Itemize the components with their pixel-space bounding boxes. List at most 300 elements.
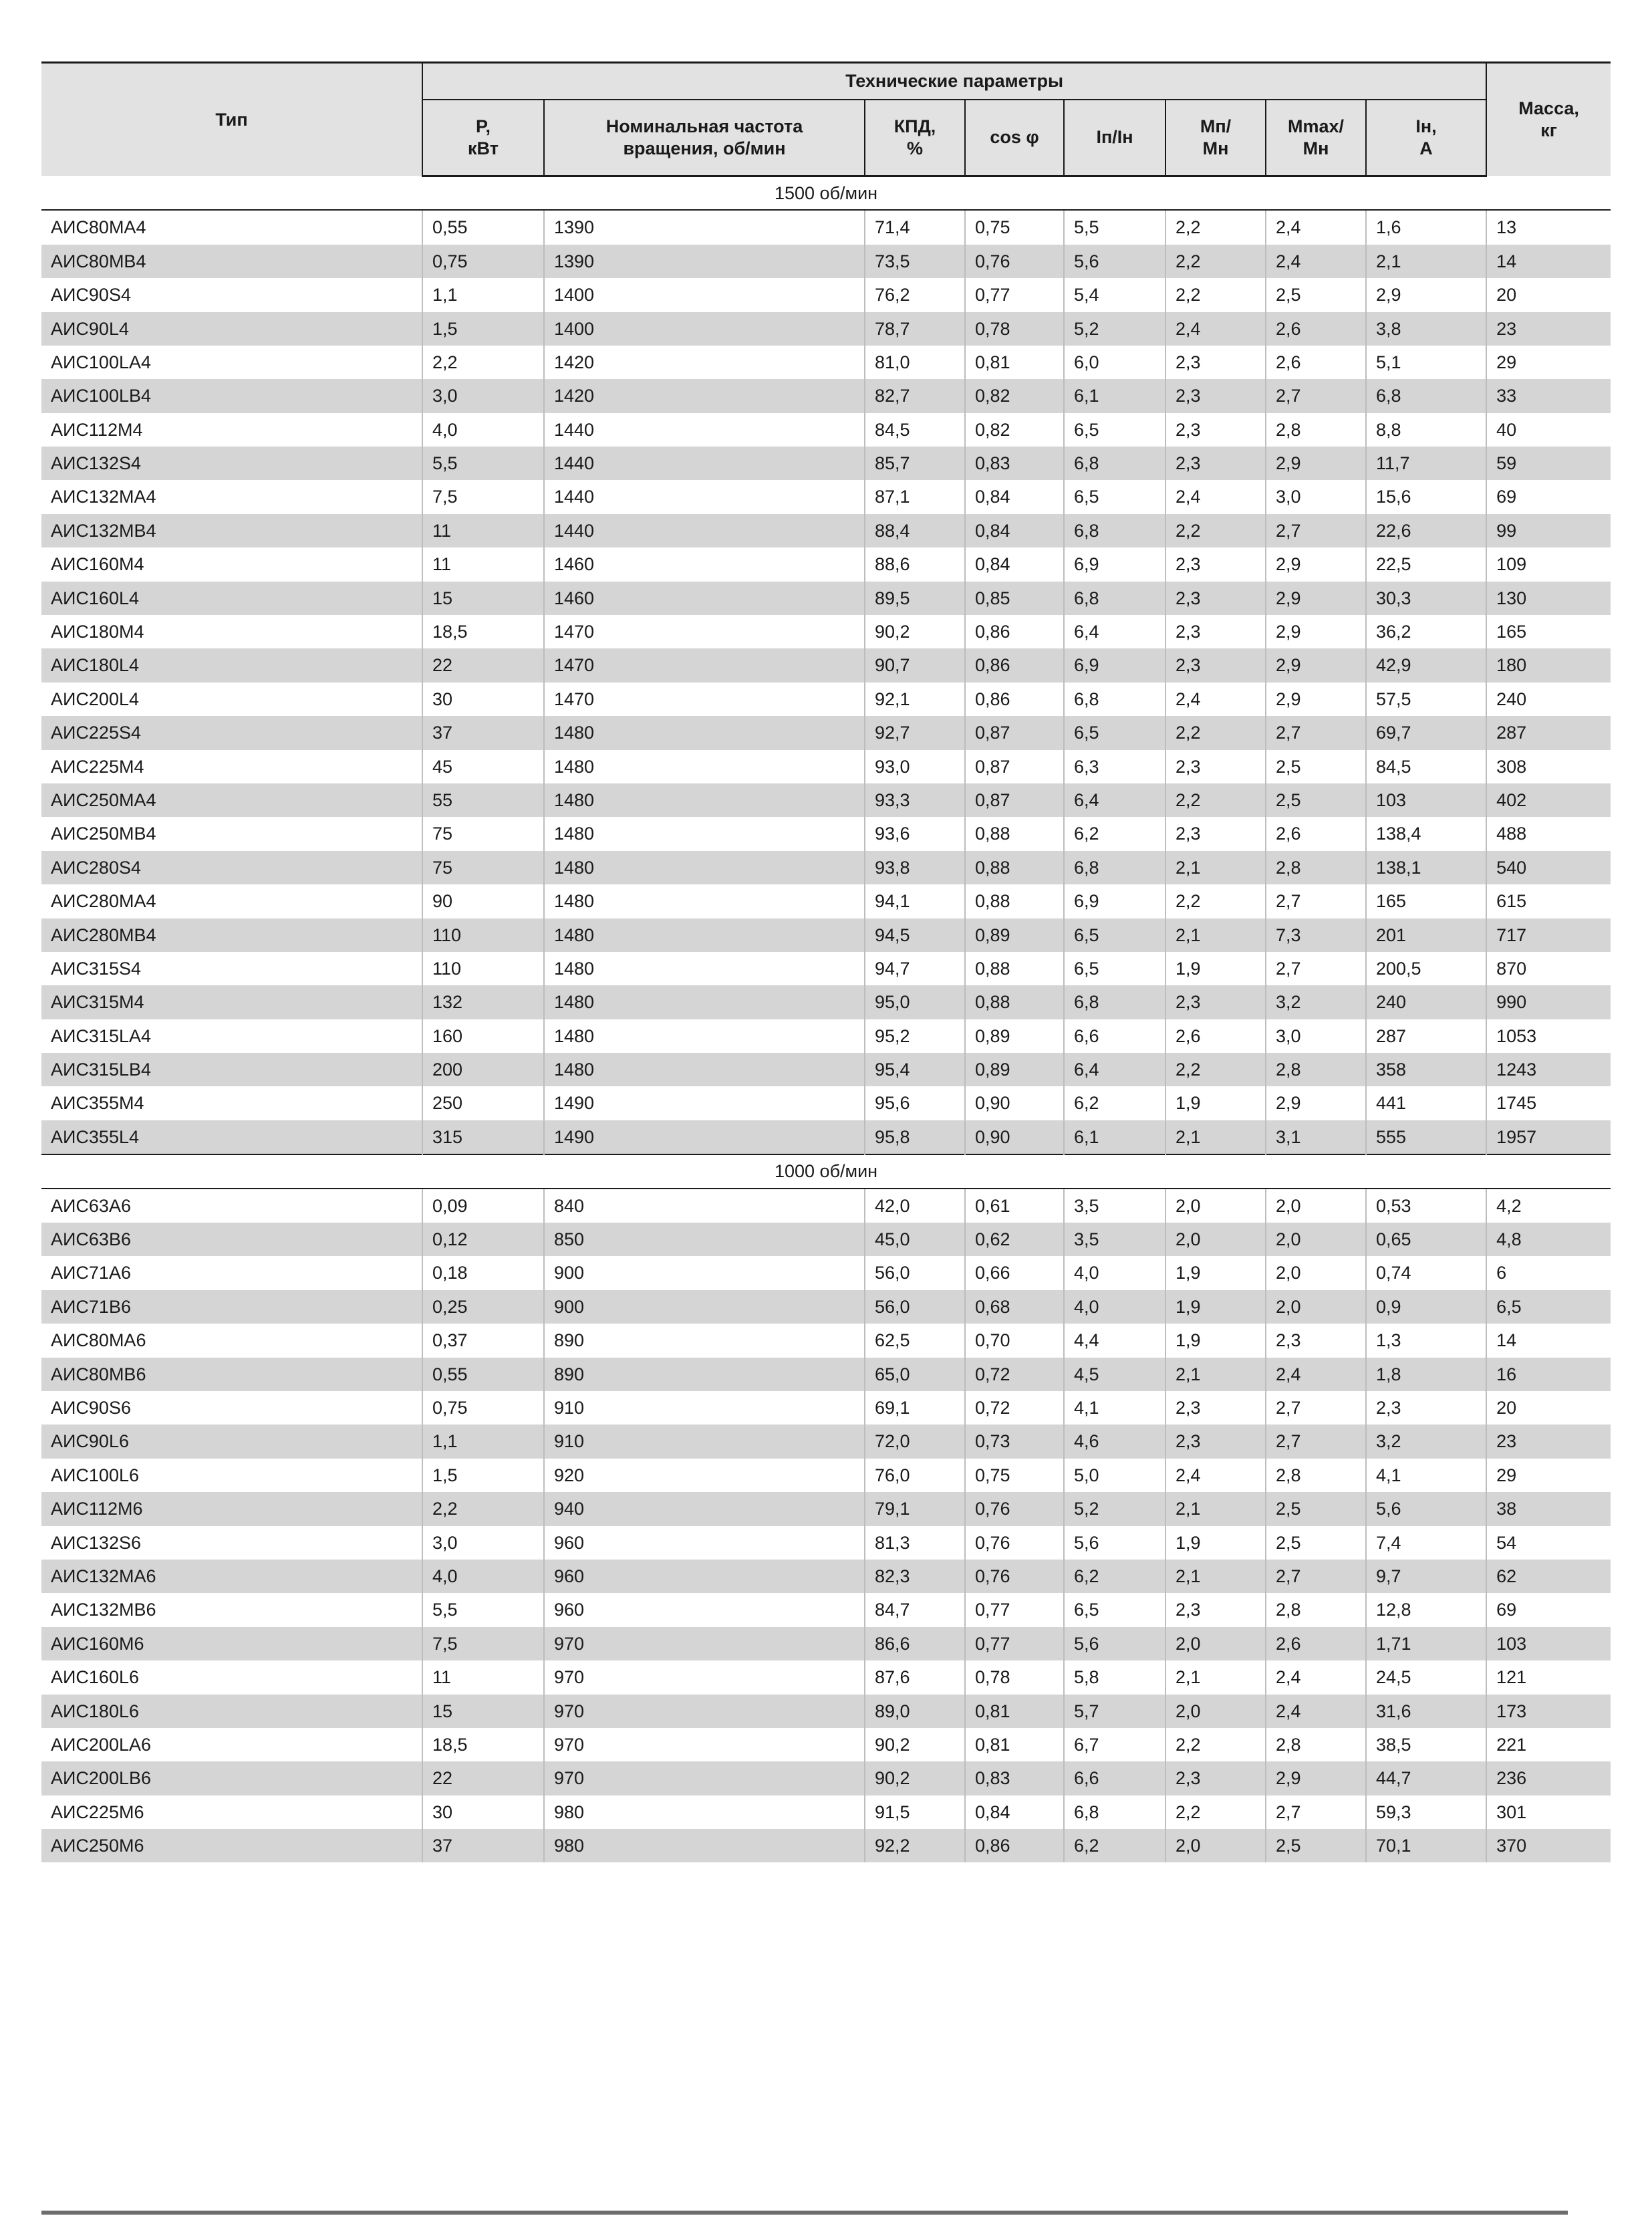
cell-value: 6,6 bbox=[1064, 1761, 1165, 1795]
cell-value: 18,5 bbox=[422, 615, 544, 648]
cell-value: 1,3 bbox=[1366, 1324, 1486, 1357]
cell-value: 2,7 bbox=[1266, 1391, 1366, 1424]
cell-motor-type: АИС280МА4 bbox=[41, 884, 422, 918]
cell-value: 1440 bbox=[544, 413, 865, 447]
cell-value: 0,78 bbox=[965, 1660, 1064, 1694]
cell-value: 2,0 bbox=[1266, 1189, 1366, 1223]
cell-value: 1480 bbox=[544, 884, 865, 918]
cell-value: 236 bbox=[1486, 1761, 1611, 1795]
cell-value: 2,8 bbox=[1266, 1053, 1366, 1086]
cell-value: 6,8 bbox=[1064, 1795, 1165, 1829]
cell-value: 6,9 bbox=[1064, 884, 1165, 918]
cell-value: 22 bbox=[422, 1761, 544, 1795]
cell-value: 0,89 bbox=[965, 1053, 1064, 1086]
cell-value: 4,1 bbox=[1064, 1391, 1165, 1424]
cell-value: 0,76 bbox=[965, 1492, 1064, 1525]
cell-value: 1745 bbox=[1486, 1086, 1611, 1120]
cell-motor-type: АИС90S6 bbox=[41, 1391, 422, 1424]
cell-value: 1400 bbox=[544, 278, 865, 312]
cell-value: 82,3 bbox=[865, 1560, 965, 1593]
cell-value: 2,0 bbox=[1165, 1627, 1266, 1660]
cell-value: 89,5 bbox=[865, 582, 965, 615]
column-header-mass bbox=[1486, 63, 1611, 176]
power-label-line1: P, bbox=[475, 116, 491, 136]
cell-value: 2,2 bbox=[1165, 1053, 1266, 1086]
cell-value: 6,8 bbox=[1064, 683, 1165, 716]
cell-value: 84,5 bbox=[1366, 750, 1486, 783]
table-row bbox=[41, 413, 1611, 447]
table-row bbox=[41, 1053, 1611, 1086]
cell-value: 1,1 bbox=[422, 1424, 544, 1458]
cell-value: 2,4 bbox=[1266, 1358, 1366, 1391]
cell-value: 95,8 bbox=[865, 1120, 965, 1154]
cell-value: 3,0 bbox=[1266, 1019, 1366, 1053]
cell-value: 2,2 bbox=[1165, 783, 1266, 817]
cell-value: 1440 bbox=[544, 480, 865, 513]
cell-value: 0,86 bbox=[965, 615, 1064, 648]
cell-value: 69 bbox=[1486, 480, 1611, 513]
cell-value: 4,1 bbox=[1366, 1459, 1486, 1492]
cell-value: 250 bbox=[422, 1086, 544, 1120]
cell-value: 0,9 bbox=[1366, 1290, 1486, 1324]
cell-value: 6,5 bbox=[1064, 716, 1165, 749]
cell-value: 402 bbox=[1486, 783, 1611, 817]
cell-value: 0,55 bbox=[422, 210, 544, 244]
cell-value: 3,2 bbox=[1366, 1424, 1486, 1458]
cell-value: 0,78 bbox=[965, 312, 1064, 346]
cell-value: 2,9 bbox=[1266, 683, 1366, 716]
cell-value: 11 bbox=[422, 547, 544, 581]
cell-value: 56,0 bbox=[865, 1256, 965, 1289]
table-row bbox=[41, 1290, 1611, 1324]
cell-value: 1480 bbox=[544, 1053, 865, 1086]
table-row bbox=[41, 1728, 1611, 1761]
cell-value: 2,4 bbox=[1266, 245, 1366, 278]
cell-value: 75 bbox=[422, 851, 544, 884]
cell-value: 0,88 bbox=[965, 851, 1064, 884]
cell-value: 3,2 bbox=[1266, 985, 1366, 1019]
cell-value: 36,2 bbox=[1366, 615, 1486, 648]
cell-value: 9,7 bbox=[1366, 1560, 1486, 1593]
cell-value: 0,77 bbox=[965, 1627, 1064, 1660]
cell-value: 0,72 bbox=[965, 1391, 1064, 1424]
table-row bbox=[41, 851, 1611, 884]
cell-value: 2,0 bbox=[1165, 1695, 1266, 1728]
table-row bbox=[41, 884, 1611, 918]
cell-motor-type: АИС132МА4 bbox=[41, 480, 422, 513]
cell-value: 79,1 bbox=[865, 1492, 965, 1525]
cell-value: 4,5 bbox=[1064, 1358, 1165, 1391]
table-row bbox=[41, 1593, 1611, 1626]
eff-label-line1: КПД, bbox=[893, 116, 936, 136]
table-row bbox=[41, 817, 1611, 850]
cell-motor-type: АИС132S6 bbox=[41, 1526, 422, 1560]
cell-value: 2,6 bbox=[1266, 346, 1366, 379]
cell-value: 1480 bbox=[544, 952, 865, 985]
cell-motor-type: АИС100LB4 bbox=[41, 379, 422, 412]
table-row bbox=[41, 750, 1611, 783]
mmax-label-line2: Mн bbox=[1302, 138, 1329, 158]
cell-value: 3,0 bbox=[422, 1526, 544, 1560]
cell-motor-type: АИС315S4 bbox=[41, 952, 422, 985]
cell-value: 6,1 bbox=[1064, 1120, 1165, 1154]
cell-value: 960 bbox=[544, 1560, 865, 1593]
cell-value: 0,09 bbox=[422, 1189, 544, 1223]
cell-value: 0,37 bbox=[422, 1324, 544, 1357]
cell-value: 110 bbox=[422, 918, 544, 952]
cell-value: 87,1 bbox=[865, 480, 965, 513]
cell-value: 2,0 bbox=[1266, 1223, 1366, 1256]
cell-motor-type: АИС132S4 bbox=[41, 447, 422, 480]
cell-value: 5,8 bbox=[1064, 1660, 1165, 1694]
cell-value: 2,2 bbox=[1165, 245, 1266, 278]
section-header-row bbox=[41, 1154, 1611, 1188]
cell-value: 92,2 bbox=[865, 1829, 965, 1862]
cell-value: 1053 bbox=[1486, 1019, 1611, 1053]
cell-value: 970 bbox=[544, 1761, 865, 1795]
cell-value: 0,76 bbox=[965, 1526, 1064, 1560]
cell-value: 2,3 bbox=[1165, 648, 1266, 682]
table-row bbox=[41, 1660, 1611, 1694]
cell-value: 2,4 bbox=[1165, 312, 1266, 346]
cell-value: 62 bbox=[1486, 1560, 1611, 1593]
cell-value: 200,5 bbox=[1366, 952, 1486, 985]
cell-motor-type: АИС225М6 bbox=[41, 1795, 422, 1829]
cell-value: 6,2 bbox=[1064, 817, 1165, 850]
cell-value: 20 bbox=[1486, 278, 1611, 312]
cell-value: 4,0 bbox=[422, 1560, 544, 1593]
cell-motor-type: АИС225М4 bbox=[41, 750, 422, 783]
cell-value: 2,9 bbox=[1266, 582, 1366, 615]
column-header-max-torque-ratio bbox=[1266, 100, 1366, 176]
cell-value: 90,2 bbox=[865, 615, 965, 648]
cell-value: 44,7 bbox=[1366, 1761, 1486, 1795]
cell-value: 0,86 bbox=[965, 683, 1064, 716]
cell-value: 2,9 bbox=[1266, 1761, 1366, 1795]
cell-value: 0,75 bbox=[422, 245, 544, 278]
cell-value: 990 bbox=[1486, 985, 1611, 1019]
cell-value: 2,9 bbox=[1266, 648, 1366, 682]
cell-value: 4,4 bbox=[1064, 1324, 1165, 1357]
cell-value: 173 bbox=[1486, 1695, 1611, 1728]
cell-value: 370 bbox=[1486, 1829, 1611, 1862]
cell-value: 1480 bbox=[544, 783, 865, 817]
cell-value: 6,8 bbox=[1064, 514, 1165, 547]
rpm-label-line2: вращения, об/мин bbox=[623, 138, 786, 158]
cell-value: 22 bbox=[422, 648, 544, 682]
cell-value: 93,6 bbox=[865, 817, 965, 850]
cell-value: 5,2 bbox=[1064, 1492, 1165, 1525]
cell-value: 5,0 bbox=[1064, 1459, 1165, 1492]
cell-value: 6,6 bbox=[1064, 1019, 1165, 1053]
cell-value: 4,6 bbox=[1064, 1424, 1165, 1458]
cell-value: 95,2 bbox=[865, 1019, 965, 1053]
cell-value: 180 bbox=[1486, 648, 1611, 682]
cell-motor-type: АИС63В6 bbox=[41, 1223, 422, 1256]
cell-value: 6,4 bbox=[1064, 615, 1165, 648]
cell-value: 2,2 bbox=[1165, 278, 1266, 312]
cell-value: 4,2 bbox=[1486, 1189, 1611, 1223]
cell-value: 1440 bbox=[544, 447, 865, 480]
cell-value: 94,5 bbox=[865, 918, 965, 952]
cell-value: 15 bbox=[422, 1695, 544, 1728]
cell-value: 1400 bbox=[544, 312, 865, 346]
cell-motor-type: АИС90L4 bbox=[41, 312, 422, 346]
cell-value: 1,71 bbox=[1366, 1627, 1486, 1660]
cell-value: 0,87 bbox=[965, 750, 1064, 783]
cell-value: 840 bbox=[544, 1189, 865, 1223]
cell-value: 1440 bbox=[544, 514, 865, 547]
cell-value: 0,84 bbox=[965, 547, 1064, 581]
cell-value: 90,2 bbox=[865, 1761, 965, 1795]
cell-value: 85,7 bbox=[865, 447, 965, 480]
cell-value: 45,0 bbox=[865, 1223, 965, 1256]
cell-value: 15,6 bbox=[1366, 480, 1486, 513]
table-row bbox=[41, 1358, 1611, 1391]
cell-value: 91,5 bbox=[865, 1795, 965, 1829]
cell-value: 0,90 bbox=[965, 1086, 1064, 1120]
column-header-type: Тип bbox=[41, 63, 422, 176]
in-label-line1: Iн, bbox=[1415, 116, 1437, 136]
cell-motor-type: АИС180М4 bbox=[41, 615, 422, 648]
cell-value: 3,5 bbox=[1064, 1189, 1165, 1223]
cell-value: 2,4 bbox=[1165, 480, 1266, 513]
cell-value: 0,86 bbox=[965, 1829, 1064, 1862]
section-title: 1000 об/мин bbox=[41, 1154, 1611, 1188]
cell-value: 138,1 bbox=[1366, 851, 1486, 884]
cell-motor-type: АИС355М4 bbox=[41, 1086, 422, 1120]
cell-value: 2,2 bbox=[1165, 1795, 1266, 1829]
cell-value: 76,0 bbox=[865, 1459, 965, 1492]
cell-value: 5,7 bbox=[1064, 1695, 1165, 1728]
cell-value: 0,18 bbox=[422, 1256, 544, 1289]
cell-value: 12,8 bbox=[1366, 1593, 1486, 1626]
cell-value: 6,8 bbox=[1064, 985, 1165, 1019]
table-row bbox=[41, 648, 1611, 682]
cell-value: 62,5 bbox=[865, 1324, 965, 1357]
cell-motor-type: АИС315М4 bbox=[41, 985, 422, 1019]
section-header-row bbox=[41, 176, 1611, 210]
cell-value: 2,0 bbox=[1266, 1256, 1366, 1289]
cell-value: 221 bbox=[1486, 1728, 1611, 1761]
cell-value: 160 bbox=[422, 1019, 544, 1053]
table-row bbox=[41, 1795, 1611, 1829]
cell-value: 90 bbox=[422, 884, 544, 918]
cell-value: 40 bbox=[1486, 413, 1611, 447]
cell-value: 441 bbox=[1366, 1086, 1486, 1120]
cell-value: 4,0 bbox=[422, 413, 544, 447]
cell-value: 2,8 bbox=[1266, 1459, 1366, 1492]
cell-value: 2,0 bbox=[1165, 1829, 1266, 1862]
cell-value: 2,3 bbox=[1165, 1424, 1266, 1458]
cell-value: 870 bbox=[1486, 952, 1611, 985]
cell-value: 5,2 bbox=[1064, 312, 1165, 346]
cell-value: 0,75 bbox=[965, 210, 1064, 244]
column-header-cos-phi: cos φ bbox=[965, 100, 1064, 176]
cell-value: 5,6 bbox=[1064, 245, 1165, 278]
cell-value: 0,61 bbox=[965, 1189, 1064, 1223]
cell-value: 0,75 bbox=[422, 1391, 544, 1424]
power-label-line2: кВт bbox=[468, 138, 499, 158]
column-header-power bbox=[422, 100, 544, 176]
cell-value: 1480 bbox=[544, 817, 865, 850]
table-row bbox=[41, 1223, 1611, 1256]
cell-value: 84,5 bbox=[865, 413, 965, 447]
cell-motor-type: АИС80МА6 bbox=[41, 1324, 422, 1357]
cell-value: 2,3 bbox=[1165, 346, 1266, 379]
table-row bbox=[41, 1256, 1611, 1289]
mmax-label-line1: Mmax/ bbox=[1287, 116, 1345, 136]
cell-value: 29 bbox=[1486, 346, 1611, 379]
table-row bbox=[41, 582, 1611, 615]
table-row bbox=[41, 683, 1611, 716]
cell-value: 3,1 bbox=[1266, 1120, 1366, 1154]
cell-value: 6 bbox=[1486, 1256, 1611, 1289]
cell-value: 6,2 bbox=[1064, 1560, 1165, 1593]
cell-value: 900 bbox=[544, 1256, 865, 1289]
cell-value: 33 bbox=[1486, 379, 1611, 412]
cell-value: 95,0 bbox=[865, 985, 965, 1019]
table-row bbox=[41, 480, 1611, 513]
cell-value: 2,2 bbox=[1165, 1728, 1266, 1761]
cell-value: 75 bbox=[422, 817, 544, 850]
cell-value: 57,5 bbox=[1366, 683, 1486, 716]
cell-motor-type: АИС315LB4 bbox=[41, 1053, 422, 1086]
cell-motor-type: АИС100L6 bbox=[41, 1459, 422, 1492]
cell-value: 2,4 bbox=[1266, 210, 1366, 244]
cell-value: 65,0 bbox=[865, 1358, 965, 1391]
cell-value: 5,4 bbox=[1064, 278, 1165, 312]
cell-motor-type: АИС71А6 bbox=[41, 1256, 422, 1289]
cell-value: 23 bbox=[1486, 1424, 1611, 1458]
table-row bbox=[41, 447, 1611, 480]
cell-value: 488 bbox=[1486, 817, 1611, 850]
cell-value: 38,5 bbox=[1366, 1728, 1486, 1761]
cell-value: 6,5 bbox=[1486, 1290, 1611, 1324]
cell-value: 2,7 bbox=[1266, 1560, 1366, 1593]
cell-value: 54 bbox=[1486, 1526, 1611, 1560]
cell-value: 2,8 bbox=[1266, 413, 1366, 447]
cell-value: 5,6 bbox=[1064, 1627, 1165, 1660]
cell-value: 2,3 bbox=[1165, 379, 1266, 412]
cell-value: 1390 bbox=[544, 210, 865, 244]
cell-motor-type: АИС112М4 bbox=[41, 413, 422, 447]
table-row bbox=[41, 210, 1611, 244]
cell-value: 1480 bbox=[544, 750, 865, 783]
cell-value: 2,5 bbox=[1266, 1526, 1366, 1560]
cell-value: 1470 bbox=[544, 615, 865, 648]
cell-value: 2,7 bbox=[1266, 884, 1366, 918]
table-row bbox=[41, 783, 1611, 817]
cell-value: 0,90 bbox=[965, 1120, 1064, 1154]
cell-value: 960 bbox=[544, 1593, 865, 1626]
cell-motor-type: АИС160М4 bbox=[41, 547, 422, 581]
cell-value: 1490 bbox=[544, 1120, 865, 1154]
cell-value: 2,3 bbox=[1165, 985, 1266, 1019]
cell-value: 200 bbox=[422, 1053, 544, 1086]
cell-value: 2,7 bbox=[1266, 716, 1366, 749]
cell-value: 1420 bbox=[544, 379, 865, 412]
cell-value: 2,6 bbox=[1266, 312, 1366, 346]
table-body bbox=[41, 176, 1611, 1862]
cell-value: 2,4 bbox=[1165, 1459, 1266, 1492]
cell-value: 0,81 bbox=[965, 346, 1064, 379]
cell-value: 850 bbox=[544, 1223, 865, 1256]
cell-value: 1957 bbox=[1486, 1120, 1611, 1154]
cell-value: 8,8 bbox=[1366, 413, 1486, 447]
cell-value: 0,75 bbox=[965, 1459, 1064, 1492]
cell-value: 2,2 bbox=[1165, 716, 1266, 749]
table-row bbox=[41, 514, 1611, 547]
cell-value: 6,9 bbox=[1064, 648, 1165, 682]
cell-value: 4,0 bbox=[1064, 1290, 1165, 1324]
cell-value: 165 bbox=[1366, 884, 1486, 918]
table-row bbox=[41, 1526, 1611, 1560]
cell-value: 2,8 bbox=[1266, 851, 1366, 884]
cell-value: 5,6 bbox=[1366, 1492, 1486, 1525]
table-row bbox=[41, 1324, 1611, 1357]
cell-value: 0,82 bbox=[965, 413, 1064, 447]
table-row bbox=[41, 1086, 1611, 1120]
cell-value: 121 bbox=[1486, 1660, 1611, 1694]
cell-value: 308 bbox=[1486, 750, 1611, 783]
cell-value: 6,5 bbox=[1064, 1593, 1165, 1626]
cell-value: 0,88 bbox=[965, 884, 1064, 918]
cell-value: 0,77 bbox=[965, 278, 1064, 312]
cell-value: 86,6 bbox=[865, 1627, 965, 1660]
cell-value: 970 bbox=[544, 1695, 865, 1728]
cell-value: 0,84 bbox=[965, 514, 1064, 547]
column-header-rpm bbox=[544, 100, 865, 176]
cell-motor-type: АИС225S4 bbox=[41, 716, 422, 749]
cell-value: 92,1 bbox=[865, 683, 965, 716]
column-header-efficiency bbox=[865, 100, 965, 176]
cell-value: 2,9 bbox=[1266, 547, 1366, 581]
cell-value: 23 bbox=[1486, 312, 1611, 346]
cell-value: 1490 bbox=[544, 1086, 865, 1120]
cell-value: 970 bbox=[544, 1660, 865, 1694]
cell-value: 890 bbox=[544, 1358, 865, 1391]
cell-value: 2,4 bbox=[1266, 1660, 1366, 1694]
cell-value: 240 bbox=[1486, 683, 1611, 716]
cell-value: 14 bbox=[1486, 1324, 1611, 1357]
cell-motor-type: АИС250МА4 bbox=[41, 783, 422, 817]
cell-value: 30,3 bbox=[1366, 582, 1486, 615]
cell-value: 59,3 bbox=[1366, 1795, 1486, 1829]
cell-value: 2,9 bbox=[1266, 615, 1366, 648]
cell-motor-type: АИС180L6 bbox=[41, 1695, 422, 1728]
cell-motor-type: АИС280S4 bbox=[41, 851, 422, 884]
column-header-rated-current bbox=[1366, 100, 1486, 176]
table-row bbox=[41, 615, 1611, 648]
cell-value: 42,0 bbox=[865, 1189, 965, 1223]
cell-motor-type: АИС90L6 bbox=[41, 1424, 422, 1458]
cell-value: 0,66 bbox=[965, 1256, 1064, 1289]
cell-motor-type: АИС250М6 bbox=[41, 1829, 422, 1862]
cell-value: 2,0 bbox=[1266, 1290, 1366, 1324]
cell-value: 82,7 bbox=[865, 379, 965, 412]
cell-value: 2,3 bbox=[1165, 1593, 1266, 1626]
cell-value: 88,6 bbox=[865, 547, 965, 581]
cell-value: 110 bbox=[422, 952, 544, 985]
cell-value: 76,2 bbox=[865, 278, 965, 312]
cell-motor-type: АИС315LA4 bbox=[41, 1019, 422, 1053]
cell-value: 2,9 bbox=[1266, 447, 1366, 480]
cell-value: 88,4 bbox=[865, 514, 965, 547]
cell-value: 1480 bbox=[544, 918, 865, 952]
cell-value: 2,7 bbox=[1266, 379, 1366, 412]
cell-value: 2,4 bbox=[1266, 1695, 1366, 1728]
